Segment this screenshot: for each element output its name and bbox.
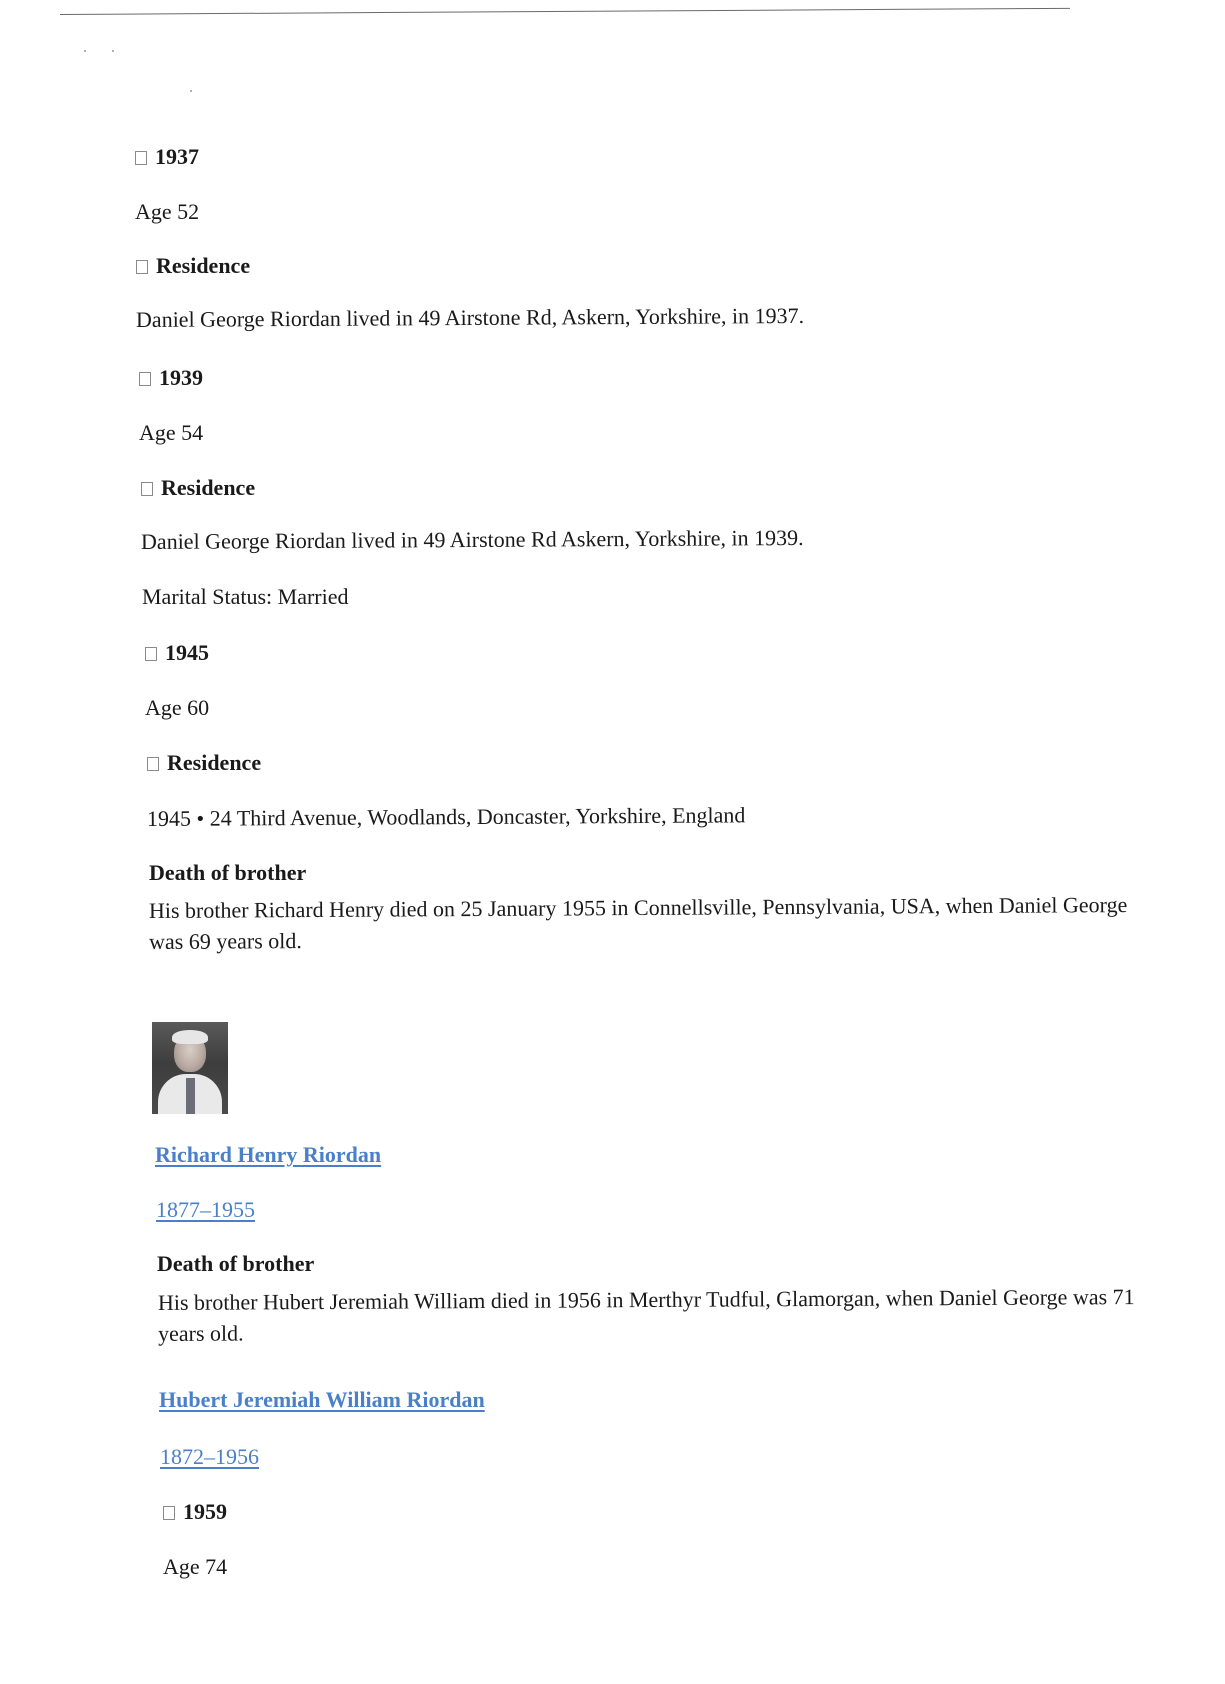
year-heading-1937[interactable] <box>135 143 199 171</box>
death-of-brother-heading: Death of brother <box>149 860 307 885</box>
age-text: Age 54 <box>139 420 204 445</box>
marital-status: Marital Status: Married <box>142 584 349 609</box>
scan-speck <box>112 50 114 52</box>
expand-checkbox-icon[interactable] <box>141 482 153 496</box>
expand-checkbox-icon[interactable] <box>139 372 151 386</box>
year-heading-1959[interactable] <box>163 1498 227 1526</box>
year-label: 1939 <box>159 365 203 390</box>
death-of-brother-heading: Death of brother <box>157 1251 315 1276</box>
person-link-richard-henry-riordan[interactable]: Richard Henry Riordan <box>155 1142 382 1167</box>
scan-speck <box>190 90 192 92</box>
event-label: Residence <box>161 475 256 500</box>
person-dates-link[interactable]: 1872–1956 <box>160 1444 259 1469</box>
expand-checkbox-icon[interactable] <box>135 151 147 165</box>
event-label: Residence <box>156 253 251 278</box>
age-text: Age 52 <box>135 199 200 224</box>
photo-hair <box>172 1030 208 1044</box>
year-label: 1945 <box>165 640 209 665</box>
expand-checkbox-icon[interactable] <box>163 1506 175 1520</box>
scan-speck <box>84 50 86 52</box>
death-description: His brother Hubert Jeremiah William died in 1956 in Merthyr Tudful, Glamorgan, when Daniel George was 71 years old. <box>157 1284 1135 1346</box>
age-text: Age 60 <box>145 695 210 720</box>
year-heading-1945[interactable] <box>145 639 209 667</box>
expand-checkbox-icon[interactable] <box>147 757 159 771</box>
residence-details: Daniel George Riordan lived in 49 Airstone Rd Askern, Yorkshire, in 1939. <box>140 524 804 554</box>
photo-tie <box>186 1078 195 1114</box>
event-label: Residence <box>167 750 262 775</box>
residence-details: 1945 • 24 Third Avenue, Woodlands, Doncaster, Yorkshire, England <box>146 802 746 831</box>
age-text: Age 74 <box>163 1554 228 1579</box>
person-dates-link[interactable]: 1877–1955 <box>156 1197 255 1222</box>
event-heading-residence[interactable] <box>147 749 261 777</box>
death-description: His brother Richard Henry died on 25 January 1955 in Connellsville, Pennsylvania, USA, when Daniel George was 69 years old. <box>148 892 1128 954</box>
event-heading-residence[interactable] <box>141 474 255 502</box>
event-heading-residence[interactable] <box>136 252 250 280</box>
expand-checkbox-icon[interactable] <box>136 260 148 274</box>
year-label: 1959 <box>183 1499 227 1524</box>
expand-checkbox-icon[interactable] <box>145 647 157 661</box>
year-label: 1937 <box>155 144 199 169</box>
year-heading-1939[interactable] <box>139 364 203 392</box>
richard-henry-riordan-photo[interactable] <box>152 1022 228 1114</box>
residence-details: Daniel George Riordan lived in 49 Airstone Rd, Askern, Yorkshire, in 1937. <box>135 302 805 332</box>
person-link-hubert-jeremiah-william-riordan[interactable]: Hubert Jeremiah William Riordan <box>159 1387 485 1412</box>
scan-top-rule <box>60 8 1070 15</box>
